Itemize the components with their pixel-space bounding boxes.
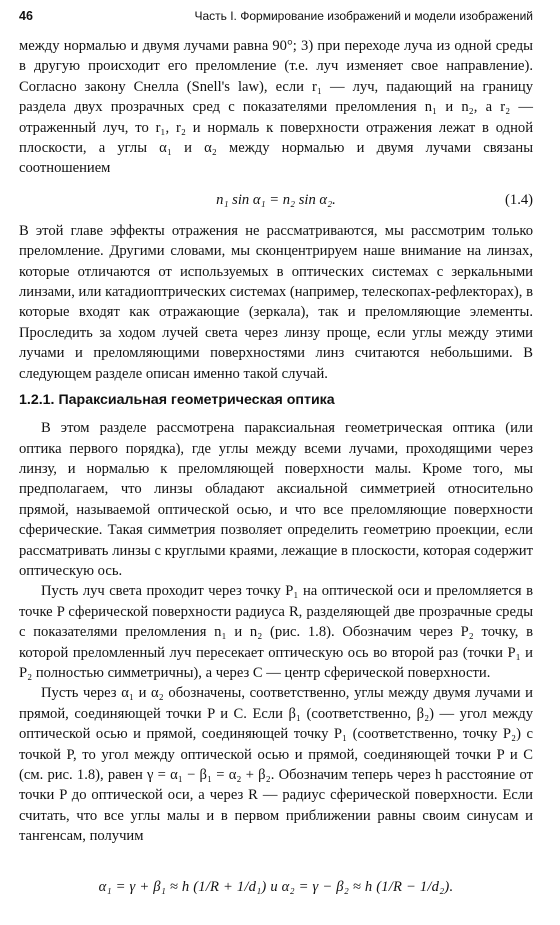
running-header — [19, 0, 533, 28]
paragraph-angles: Пусть через α₁ и α₂ обозначены, соответственно, углы между двумя лучами и прямой, соединяющей точки P и C. Если β₁ (соответственно, β₂) — угол между оптической осью и прямой, соединяющей точку P₁ (соответственно, точку P₂) с точкой P, то угол между оптической осью и прямой, соединяющей точки P и C (см. рис. 1.8), равен γ = α₁ − β₁ = α₂ + β₂. Обозначим теперь через h расстояние от точки P до оптической оси, а через R — радиус сферической поверхности. Если считать, что все углы малы и в первом приближении равны своим синусам и тангенсам, получим — [19, 685, 533, 845]
paragraph-paraxial: В этом разделе рассмотрена параксиальная геометрическая оптика (или оптика первого порядка), где углы между всеми лучами, проходящими через линзу, и нормалью к преломляющей поверхности малы. Кроме того, мы предполагаем, что линзы обладают аксиальной симметрией относительно прямой, называемой оптической осью, и что все преломляющие поверхности сферические. Такая симметрия позволяет определить геометрию проекции, если рассматривать линзы с круглыми краями, лежащие в плоскости, которая содержит оптическую ось. — [19, 420, 533, 579]
equation-1-4 — [19, 179, 533, 221]
paragraph-ray-path: Пусть луч света проходит через точку P₁ на оптической оси и преломляется в точке P сферической поверхности радиуса R, разделяющей две прозрачные среды с показателями преломления n₁ и n₂ (рис. 1.8). Обозначим через P₂ точку, в которой преломленный луч пересекает оптическую ось во второй раз (точки P₁ и P₂ полностью симметричны), а через C — центр сферической поверхности. — [19, 583, 533, 681]
running-title: Часть I. Формирование изображений и модели изображений — [194, 9, 533, 23]
equation-number: (1.4) — [505, 191, 533, 208]
page-number: 46 — [19, 9, 33, 23]
paragraph-refraction: В этой главе эффекты отражения не рассматриваются, мы рассмотрим только преломление. Другими словами, мы сконцентрируем наше внимание на линзах, которые отличаются от используемых в оптических системах с зеркальными линзами, или катадиоптрических системах (например, телескопах-рефлекторах), в которые входят как отражающие (зеркала), так и преломляющие элементы. Проследить за ходом лучей света через линзу проще, если углы между этими лучами и преломляющими поверхностями линз считаются небольшими. В следующем разделе описан именно такой случай. — [19, 222, 533, 382]
equation-approximation-expression: α₁ = γ + β₁ ≈ h (1/R + 1/d₁) и α₂ = γ − β₂ ≈ h (1/R − 1/d₂). — [98, 879, 454, 896]
page-body — [19, 36, 533, 925]
equation-expression: n₁ sin α₁ = n₂ sin α₂. — [216, 191, 336, 208]
paragraph-snell: между нормалью и двумя лучами равна 90°; 3) при переходе луча из одной среды в другую происходит его преломление (т.е. луч изменяет свое направление). Согласно закону Снелла (Snell's law), если r₁ — луч, падающий на границу раздела двух прозрачных сред с показателями преломления n₁ и n₂, а r₂ — отраженный луч, то r₁, r₂ и нормаль к поверхности отражения лежат в одной плоскости, а углы α₁ и α₂ между нормалью и двумя лучами связаны соотношением — [19, 38, 533, 177]
section-heading: 1.2.1. Параксиальная геометрическая оптика — [19, 392, 335, 409]
equation-approximation — [19, 851, 533, 925]
